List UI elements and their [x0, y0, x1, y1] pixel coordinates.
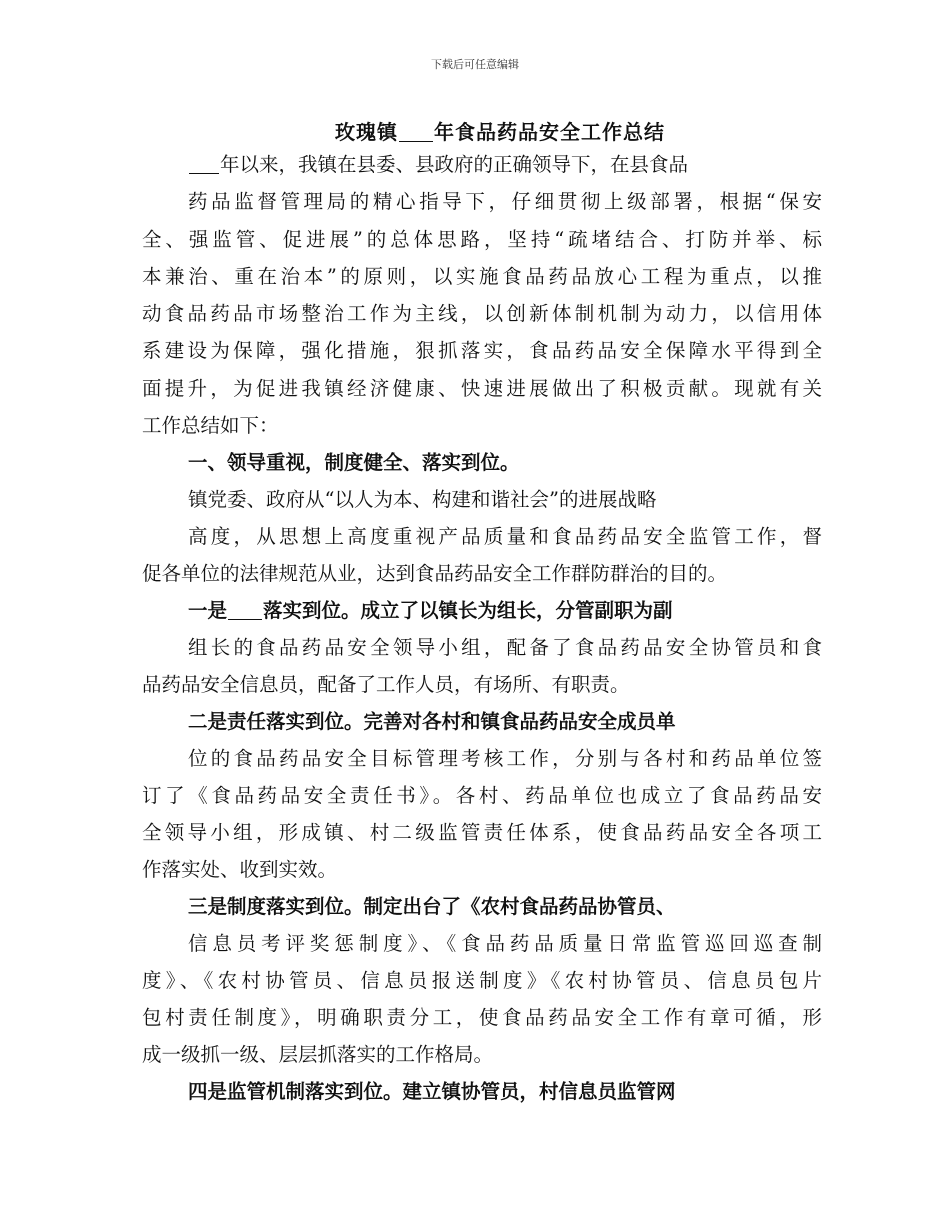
document-title — [0, 116, 950, 145]
point-3-line-3: 包村责任制度》，明确职责分工，使食品药品安全工作有章可循，形 — [142, 1006, 822, 1029]
point-2-heading: 二是责任落实到位。完善对各村和镇食品药品安全成员单 — [188, 710, 676, 733]
intro-line-8: 工作总结如下： — [142, 414, 279, 437]
intro-line-6: 系建设为保障，强化措施，狠抓落实，食品药品安全保障水平得到全 — [142, 339, 822, 362]
intro-line-5: 动食品药品市场整治工作为主线，以创新体制机制为动力，以信用体 — [142, 302, 822, 325]
title-part-2: 年食品药品安全工作总结 — [434, 120, 665, 144]
point-1-line-2: 品药品安全信息员，配备了工作人员，有场所、有职责。 — [142, 673, 630, 696]
point-2-line-2: 订了《食品药品安全责任书》。各村、药品单位也成立了食品药品安 — [142, 784, 822, 807]
point-3-line-1: 信息员考评奖惩制度》、《食品药品质量日常监管巡回巡查制 — [188, 932, 822, 955]
point-1-heading-part-2: 落实到位。成立了以镇长为组长，分管副职为副 — [263, 599, 673, 622]
point-1-heading — [188, 596, 822, 626]
section-1-line-3: 促各单位的法律规范从业，达到食品药品安全工作群防群治的目的。 — [142, 562, 728, 585]
point-2-line-4: 作落实处、收到实效。 — [142, 858, 338, 881]
point-1-heading-part-1: 一是 — [188, 599, 228, 622]
intro-line-1 — [188, 150, 822, 180]
point-1-blank — [228, 600, 262, 621]
point-1-line-1: 组长的食品药品安全领导小组，配备了食品药品安全协管员和食 — [188, 636, 822, 659]
section-1-line-2: 高度，从思想上高度重视产品质量和食品药品安全监管工作，督 — [188, 525, 822, 548]
point-2-line-1: 位的食品药品安全目标管理考核工作，分别与各村和药品单位签 — [188, 747, 822, 770]
point-3-line-4: 成一级抓一级、层层抓落实的工作格局。 — [142, 1043, 494, 1066]
point-3-heading: 三是制度落实到位。制定出台了《农村食品药品协管员、 — [188, 895, 676, 918]
point-4-heading: 四是监管机制落实到位。建立镇协管员，村信息员监管网 — [188, 1080, 676, 1103]
intro-line-1-text: 年以来，我镇在县委、县政府的正确领导下，在县食品 — [220, 153, 689, 176]
intro-line-2: 药品监督管理局的精心指导下，仔细贯彻上级部署，根据“保安 — [188, 190, 822, 213]
point-3-line-2: 度》、《农村协管员、信息员报送制度》《农村协管员、信息员包片 — [142, 969, 822, 992]
page-header: 下载后可任意编辑 — [431, 58, 519, 71]
title-blank — [399, 121, 433, 142]
intro-blank — [189, 154, 219, 175]
intro-line-3: 全、强监管、促进展”的总体思路，坚持“疏堵结合、打防并举、标 — [142, 228, 822, 251]
intro-line-7: 面提升，为促进我镇经济健康、快速进展做出了积极贡献。现就有关 — [142, 377, 822, 400]
section-1-heading: 一、领导重视，制度健全、落实到位。 — [188, 451, 520, 474]
title-part-1: 玫瑰镇 — [335, 120, 398, 144]
point-2-line-3: 全领导小组，形成镇、村二级监管责任体系，使食品药品安全各项工 — [142, 821, 822, 844]
section-1-line-1: 镇党委、政府从“以人为本、构建和谐社会”的进展战略 — [188, 488, 657, 511]
intro-line-4: 本兼治、重在治本”的原则，以实施食品药品放心工程为重点，以推 — [142, 265, 822, 288]
